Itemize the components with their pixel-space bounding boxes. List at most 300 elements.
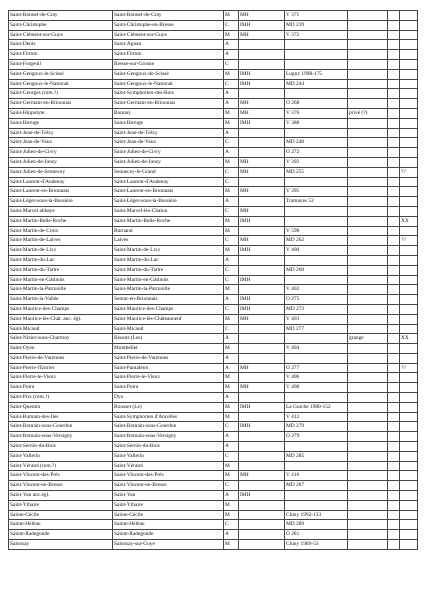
- protection-cell: IMH: [239, 246, 285, 256]
- commune-cell: Saint-Clément-sur-Guye: [113, 30, 224, 40]
- extra-cell: [388, 481, 400, 491]
- table-row: [9, 118, 418, 128]
- flag-cell: [400, 295, 418, 305]
- flag-cell: [400, 510, 418, 520]
- protection-cell: MH: [239, 236, 285, 246]
- flag-cell: ??: [400, 236, 418, 246]
- extra-cell: [388, 285, 400, 295]
- protection-cell: [239, 520, 285, 530]
- note-cell: [348, 383, 388, 393]
- type-cell: A: [224, 334, 239, 344]
- extra-cell: [388, 108, 400, 118]
- commune-cell: Burnand: [113, 226, 224, 236]
- type-cell: C: [224, 451, 239, 461]
- commune-cell: Saint-Sernin-du-Bois: [113, 442, 224, 452]
- commune-cell: Dyo: [113, 393, 224, 403]
- type-cell: A: [224, 50, 239, 60]
- protection-cell: [239, 89, 285, 99]
- type-cell: M: [224, 69, 239, 79]
- commune-cell: Sainte-Hélène: [113, 520, 224, 530]
- protection-cell: MH: [239, 206, 285, 216]
- protection-cell: [239, 393, 285, 403]
- protection-cell: [239, 197, 285, 207]
- commune-cell: Rousset (Le): [113, 402, 224, 412]
- extra-cell: [388, 432, 400, 442]
- extra-cell: [388, 353, 400, 363]
- flag-cell: [400, 353, 418, 363]
- commune-cell: Saint-Gengoux-le-National: [113, 79, 224, 89]
- flag-cell: [400, 500, 418, 510]
- site-name-cell: Saint-Huruge: [9, 118, 113, 128]
- extra-cell: [388, 383, 400, 393]
- flag-cell: [400, 285, 418, 295]
- protection-cell: MH: [239, 383, 285, 393]
- protection-cell: IMH: [239, 118, 285, 128]
- flag-cell: [400, 187, 418, 197]
- table-row: [9, 412, 418, 422]
- note-cell: [348, 246, 388, 256]
- reference-cell: [285, 393, 348, 403]
- commune-cell: Sennecey-le-Grand: [113, 167, 224, 177]
- site-name-cell: Saint-Clément-sur-Guye: [9, 30, 113, 40]
- note-cell: [348, 324, 388, 334]
- flag-cell: [400, 30, 418, 40]
- extra-cell: [388, 177, 400, 187]
- table-row: [9, 108, 418, 118]
- extra-cell: [388, 20, 400, 30]
- flag-cell: [400, 461, 418, 471]
- type-cell: C: [224, 265, 239, 275]
- reference-cell: Cluny 1992-133: [285, 510, 348, 520]
- protection-cell: IMH: [239, 491, 285, 501]
- table-row: [9, 187, 418, 197]
- protection-cell: MH: [239, 11, 285, 21]
- type-cell: M: [224, 285, 239, 295]
- site-name-cell: Saint-Romain-sous-Versigny: [9, 432, 113, 442]
- commune-cell: Saint-Léger-sous-la-Bussière: [113, 197, 224, 207]
- site-name-cell: Saint-Martin-du-Tartre: [9, 265, 113, 275]
- table-row: [9, 520, 418, 530]
- note-cell: [348, 402, 388, 412]
- site-name-cell: Saint-Christophe: [9, 20, 113, 30]
- commune-cell: Saint-Vincent-des-Prés: [113, 471, 224, 481]
- note-cell: [348, 500, 388, 510]
- commune-cell: Bresse-sur-Grosne: [113, 59, 224, 69]
- extra-cell: [388, 520, 400, 530]
- reference-cell: O 268: [285, 99, 348, 109]
- type-cell: M: [224, 373, 239, 383]
- reference-cell: MD 239: [285, 20, 348, 30]
- type-cell: A: [224, 363, 239, 373]
- reference-cell: O 277: [285, 363, 348, 373]
- type-cell: A: [224, 89, 239, 99]
- extra-cell: [388, 451, 400, 461]
- table-row: [9, 314, 418, 324]
- note-cell: [348, 118, 388, 128]
- note-cell: [348, 265, 388, 275]
- reference-cell: [285, 461, 348, 471]
- table-row: [9, 481, 418, 491]
- extra-cell: [388, 187, 400, 197]
- table-row: [9, 500, 418, 510]
- site-name-cell: Saint-Quentin: [9, 402, 113, 412]
- reference-cell: La Guiche 1980-152: [285, 402, 348, 412]
- table-row: [9, 226, 418, 236]
- extra-cell: [388, 99, 400, 109]
- type-cell: A: [224, 255, 239, 265]
- reference-cell: Cluny 1989-53: [285, 540, 348, 550]
- table-row: [9, 353, 418, 363]
- protection-cell: [239, 334, 285, 344]
- site-name-cell: Saint-Léger-sous-la-Bussière: [9, 197, 113, 207]
- extra-cell: [388, 246, 400, 256]
- commune-cell: Saint-Laurent-en-Brionnais: [113, 187, 224, 197]
- reference-cell: V 402: [285, 285, 348, 295]
- protection-cell: [239, 40, 285, 50]
- extra-cell: [388, 295, 400, 305]
- note-cell: [348, 344, 388, 354]
- reference-cell: V 416: [285, 471, 348, 481]
- site-name-cell: Saint-Yan anc.égl.: [9, 491, 113, 501]
- site-name-cell: Saint-Jean-de-Vaux: [9, 138, 113, 148]
- commune-cell: Saint-Firmin: [113, 50, 224, 60]
- flag-cell: [400, 118, 418, 128]
- note-cell: [348, 304, 388, 314]
- type-cell: M: [224, 157, 239, 167]
- protection-cell: IMH: [239, 422, 285, 432]
- type-cell: A: [224, 295, 239, 305]
- protection-cell: [239, 50, 285, 60]
- flag-cell: [400, 344, 418, 354]
- extra-cell: [388, 500, 400, 510]
- commune-cell: Saint-Julien-de-Civry: [113, 148, 224, 158]
- commune-cell: Saint-Christophe-en-Bresse: [113, 20, 224, 30]
- commune-cell: Saint-Symphorien d'Ancelles: [113, 412, 224, 422]
- site-name-cell: Saint-Romain-des-Iles: [9, 412, 113, 422]
- flag-cell: [400, 40, 418, 50]
- site-name-cell: Saint-Pierre-de-Varennes: [9, 353, 113, 363]
- reference-cell: O 279: [285, 432, 348, 442]
- extra-cell: [388, 275, 400, 285]
- reference-cell: Lugny 1998-175: [285, 69, 348, 79]
- commune-cell: Saint-Pantaléon: [113, 363, 224, 373]
- commune-cell: Saint-Pierre-le-Vieux: [113, 373, 224, 383]
- note-cell: [348, 314, 388, 324]
- site-name-cell: Salornay: [9, 540, 113, 550]
- type-cell: C: [224, 167, 239, 177]
- extra-cell: [388, 69, 400, 79]
- table-row: [9, 69, 418, 79]
- protection-cell: [239, 177, 285, 187]
- site-name-cell: Saint-Point: [9, 383, 113, 393]
- site-name-cell: Saint-Jean-de-Trézy: [9, 128, 113, 138]
- type-cell: C: [224, 481, 239, 491]
- note-cell: privé (?): [348, 108, 388, 118]
- note-cell: [348, 128, 388, 138]
- type-cell: A: [224, 128, 239, 138]
- commune-cell: Sainte-Cécile: [113, 510, 224, 520]
- reference-cell: O 272: [285, 148, 348, 158]
- extra-cell: [388, 442, 400, 452]
- protection-cell: MH: [239, 363, 285, 373]
- protection-cell: MH: [239, 314, 285, 324]
- site-name-cell: Saint-Georges (rom.?): [9, 89, 113, 99]
- site-name-cell: Saint-Marcel abbaye: [9, 206, 113, 216]
- table-row: [9, 50, 418, 60]
- flag-cell: [400, 471, 418, 481]
- site-name-cell: Saint-Vallerin: [9, 451, 113, 461]
- site-name-cell: Saint-Firmin: [9, 50, 113, 60]
- table-row: [9, 20, 418, 30]
- reference-cell: [285, 353, 348, 363]
- type-cell: C: [224, 236, 239, 246]
- note-cell: [348, 167, 388, 177]
- extra-cell: [388, 344, 400, 354]
- flag-cell: [400, 11, 418, 21]
- table-row: [9, 128, 418, 138]
- table-row: [9, 275, 418, 285]
- protection-cell: [239, 373, 285, 383]
- reference-cell: [285, 442, 348, 452]
- note-cell: [348, 255, 388, 265]
- protection-cell: IMH: [239, 295, 285, 305]
- flag-cell: [400, 422, 418, 432]
- type-cell: M: [224, 118, 239, 128]
- table-row: [9, 30, 418, 40]
- site-name-cell: Saint-Maurice-des-Champs: [9, 304, 113, 314]
- note-cell: [348, 510, 388, 520]
- extra-cell: [388, 79, 400, 89]
- site-name-cell: Saint-Julien-de-Sennecey: [9, 167, 113, 177]
- reference-cell: [285, 206, 348, 216]
- type-cell: A: [224, 197, 239, 207]
- flag-cell: [400, 481, 418, 491]
- commune-cell: Sainte-Radegonde: [113, 530, 224, 540]
- note-cell: [348, 373, 388, 383]
- site-name-cell: Saint-Forgeuil: [9, 59, 113, 69]
- commune-cell: Saint-Vincent-en-Bresse: [113, 481, 224, 491]
- flag-cell: [400, 314, 418, 324]
- protection-cell: [239, 138, 285, 148]
- site-name-cell: Saint-Martin-du-Lac: [9, 255, 113, 265]
- type-cell: A: [224, 432, 239, 442]
- extra-cell: [388, 491, 400, 501]
- protection-cell: [239, 510, 285, 520]
- site-name-cell: Saint-Gengoux-le-National: [9, 79, 113, 89]
- site-name-cell: Saint-Micaud: [9, 324, 113, 334]
- commune-cell: Saint-Bonnet-de-Cray: [113, 11, 224, 21]
- extra-cell: [388, 216, 400, 226]
- flag-cell: ??: [400, 167, 418, 177]
- note-cell: [348, 471, 388, 481]
- extra-cell: [388, 530, 400, 540]
- note-cell: [348, 353, 388, 363]
- extra-cell: [388, 324, 400, 334]
- protection-cell: [239, 540, 285, 550]
- protection-cell: [239, 265, 285, 275]
- extra-cell: [388, 59, 400, 69]
- table-row: [9, 471, 418, 481]
- site-name-cell: Saint-Julien-de-Civry: [9, 148, 113, 158]
- note-cell: [348, 79, 388, 89]
- table-row: [9, 206, 418, 216]
- flag-cell: [400, 246, 418, 256]
- protection-cell: [239, 461, 285, 471]
- site-name-cell: Saint-Hippolyte: [9, 108, 113, 118]
- reference-cell: MD 269: [285, 265, 348, 275]
- extra-cell: [388, 50, 400, 60]
- type-cell: C: [224, 275, 239, 285]
- site-name-cell: Saint-Julien-de-Jonzy: [9, 157, 113, 167]
- note-cell: [348, 285, 388, 295]
- extra-cell: [388, 30, 400, 40]
- extra-cell: [388, 206, 400, 216]
- type-cell: A: [224, 442, 239, 452]
- site-name-cell: Saint-Vincent-des-Prés: [9, 471, 113, 481]
- table-row: [9, 304, 418, 314]
- site-name-cell: Saint-Martin-de-Lixy: [9, 246, 113, 256]
- type-cell: M: [224, 500, 239, 510]
- flag-cell: [400, 50, 418, 60]
- flag-cell: [400, 442, 418, 452]
- extra-cell: [388, 471, 400, 481]
- flag-cell: [400, 393, 418, 403]
- protection-cell: IMH: [239, 275, 285, 285]
- table-row: [9, 393, 418, 403]
- note-cell: [348, 295, 388, 305]
- type-cell: M: [224, 402, 239, 412]
- note-cell: [348, 540, 388, 550]
- flag-cell: [400, 540, 418, 550]
- reference-cell: MD 289: [285, 520, 348, 530]
- type-cell: C: [224, 324, 239, 334]
- type-cell: A: [224, 393, 239, 403]
- commune-cell: Salornay-sur-Guye: [113, 540, 224, 550]
- protection-cell: IMH: [239, 304, 285, 314]
- extra-cell: [388, 226, 400, 236]
- flag-cell: [400, 530, 418, 540]
- extra-cell: [388, 422, 400, 432]
- protection-cell: [239, 344, 285, 354]
- extra-cell: [388, 304, 400, 314]
- note-cell: [348, 236, 388, 246]
- extra-cell: [388, 128, 400, 138]
- table-row: [9, 402, 418, 412]
- protection-cell: MH: [239, 108, 285, 118]
- extra-cell: [388, 402, 400, 412]
- flag-cell: [400, 157, 418, 167]
- commune-cell: Saint-Jean-de-Vaux: [113, 138, 224, 148]
- note-cell: grange: [348, 334, 388, 344]
- table-row: [9, 99, 418, 109]
- note-cell: [348, 275, 388, 285]
- flag-cell: [400, 520, 418, 530]
- reference-cell: MD 244: [285, 79, 348, 89]
- reference-cell: [285, 128, 348, 138]
- extra-cell: [388, 540, 400, 550]
- type-cell: M: [224, 471, 239, 481]
- table-row: [9, 216, 418, 226]
- table-row: [9, 383, 418, 393]
- reference-cell: [285, 255, 348, 265]
- reference-cell: O 281: [285, 530, 348, 540]
- type-cell: M: [224, 383, 239, 393]
- reference-cell: [285, 216, 348, 226]
- extra-cell: [388, 118, 400, 128]
- site-name-cell: Saint-Martin-Belle-Roche: [9, 216, 113, 226]
- extra-cell: [388, 167, 400, 177]
- commune-cell: Saint-Julien-de-Jonzy: [113, 157, 224, 167]
- type-cell: A: [224, 99, 239, 109]
- reference-cell: [285, 50, 348, 60]
- protection-cell: MH: [239, 187, 285, 197]
- commune-cell: Saint-Martin-Belle-Roche: [113, 216, 224, 226]
- reference-cell: [285, 275, 348, 285]
- type-cell: M: [224, 246, 239, 256]
- type-cell: M: [224, 510, 239, 520]
- note-cell: [348, 206, 388, 216]
- commune-cell: Saint-Martin-du-Tartre: [113, 265, 224, 275]
- note-cell: [348, 20, 388, 30]
- site-name-cell: Saint-Laurent-en-Brionnais: [9, 187, 113, 197]
- table-row: [9, 246, 418, 256]
- site-name-cell: Saint-Prix (rom.?): [9, 393, 113, 403]
- type-cell: C: [224, 59, 239, 69]
- reference-cell: MD 277: [285, 324, 348, 334]
- extra-cell: [388, 89, 400, 99]
- reference-cell: MD 248: [285, 138, 348, 148]
- reference-cell: V 404: [285, 344, 348, 354]
- type-cell: C: [224, 20, 239, 30]
- protection-cell: [239, 285, 285, 295]
- note-cell: [348, 481, 388, 491]
- site-name-cell: Saint-Martin-de-Laives: [9, 236, 113, 246]
- site-name-cell: Sainte-Cécile: [9, 510, 113, 520]
- site-name-cell: Saint-Vincent-en-Bresse: [9, 481, 113, 491]
- extra-cell: [388, 157, 400, 167]
- table-row: [9, 491, 418, 501]
- extra-cell: [388, 197, 400, 207]
- note-cell: [348, 442, 388, 452]
- flag-cell: [400, 108, 418, 118]
- table-row: [9, 510, 418, 520]
- protection-cell: [239, 530, 285, 540]
- commune-cell: Laives: [113, 236, 224, 246]
- commune-cell: Saint-Marcel-lès-Chalon: [113, 206, 224, 216]
- commune-cell: Saint-Huruge: [113, 118, 224, 128]
- note-cell: [348, 432, 388, 442]
- note-cell: [348, 11, 388, 21]
- table-row: [9, 11, 418, 21]
- table-row: [9, 79, 418, 89]
- extra-cell: [388, 461, 400, 471]
- reference-cell: [285, 59, 348, 69]
- type-cell: C: [224, 138, 239, 148]
- reference-cell: O 275: [285, 295, 348, 305]
- flag-cell: [400, 255, 418, 265]
- site-name-cell: Saint-Martin-de-Croix: [9, 226, 113, 236]
- commune-cell: Bonnay: [113, 108, 224, 118]
- commune-cell: Saint-Vérand: [113, 461, 224, 471]
- flag-cell: [400, 206, 418, 216]
- site-name-cell: Saint-Pierre-l'Estrier: [9, 363, 113, 373]
- site-name-cell: Saint-Bonnet-de-Cray: [9, 11, 113, 21]
- extra-cell: [388, 138, 400, 148]
- flag-cell: [400, 373, 418, 383]
- flag-cell: [400, 138, 418, 148]
- protection-cell: [239, 324, 285, 334]
- table-row: [9, 236, 418, 246]
